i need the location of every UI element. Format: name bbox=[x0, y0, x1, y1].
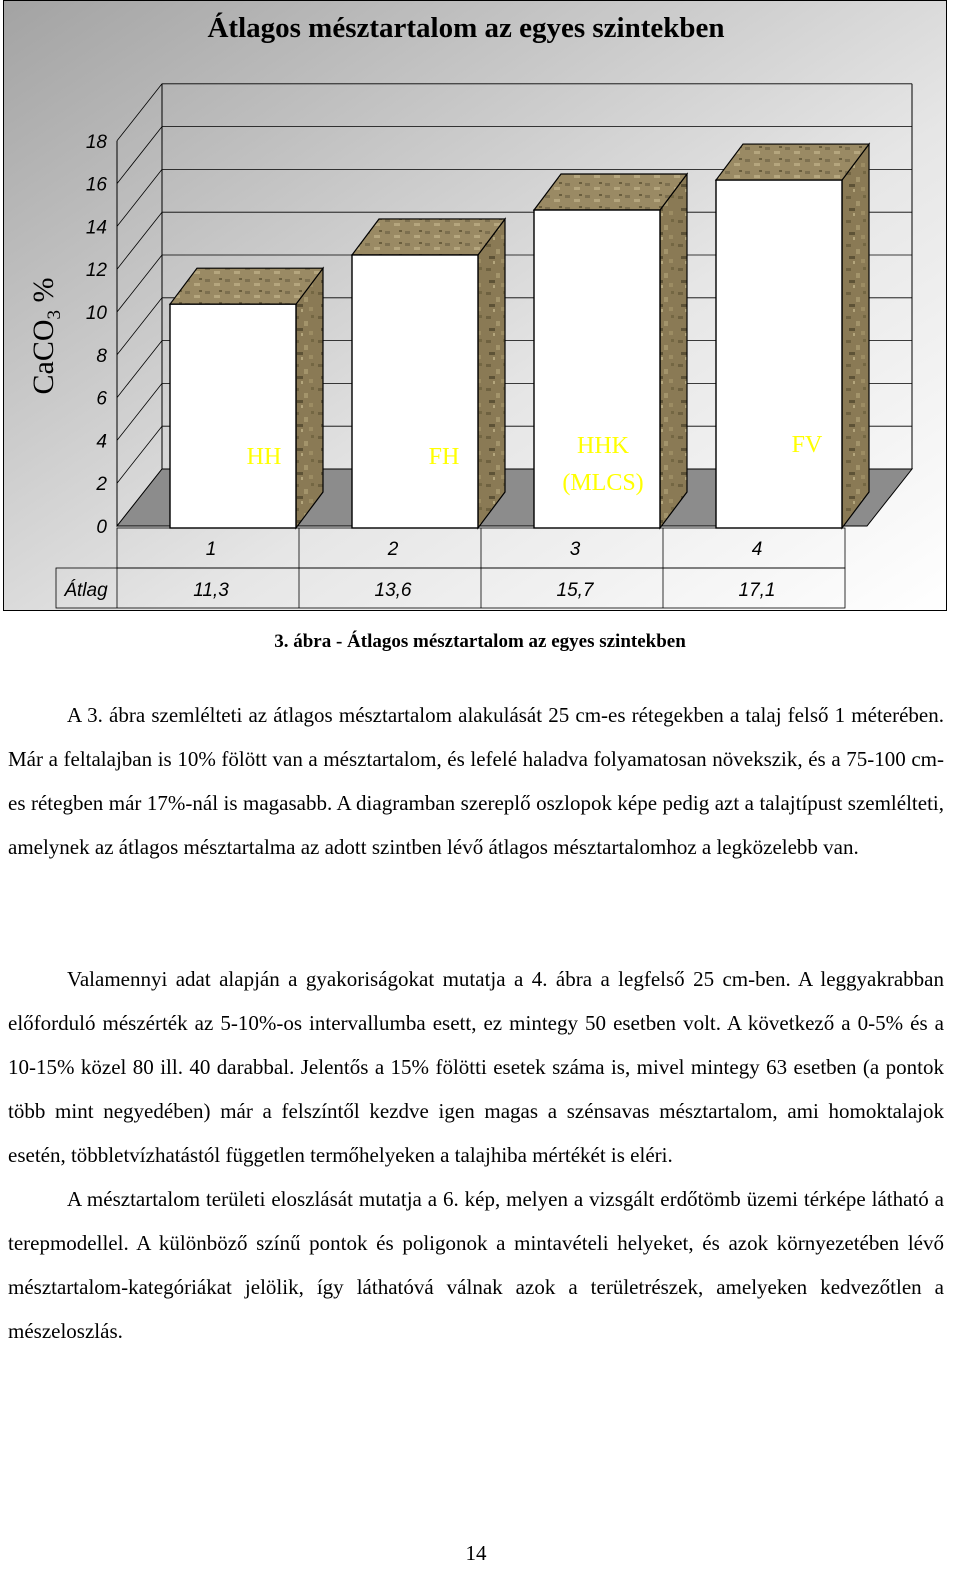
y-tick-label: 16 bbox=[85, 174, 107, 196]
y-tick-label: 14 bbox=[85, 217, 107, 239]
category-label: 4 bbox=[751, 539, 763, 560]
y-axis-label-subscript: 3 bbox=[44, 310, 65, 320]
table-value: 15,7 bbox=[556, 580, 594, 601]
bar-label: (MLCS) bbox=[562, 470, 644, 496]
figure-caption: 3. ábra - Átlagos mésztartalom az egyes szintekben bbox=[274, 631, 686, 652]
paragraph-group bbox=[8, 957, 944, 1353]
table-value: 13,6 bbox=[374, 580, 412, 601]
bar-front bbox=[716, 180, 842, 528]
page-number: 14 bbox=[465, 1541, 487, 1565]
bar-side bbox=[842, 144, 869, 528]
bar-label: FV bbox=[791, 432, 823, 458]
bar-label: HH bbox=[246, 444, 282, 470]
y-tick-label: 0 bbox=[96, 517, 107, 538]
bar-4 bbox=[716, 144, 869, 528]
bar-3 bbox=[534, 174, 687, 528]
bar-label: HHK bbox=[577, 433, 629, 459]
chart-figure bbox=[3, 0, 947, 611]
bar-top bbox=[716, 144, 869, 180]
y-axis-label-main: CaCO bbox=[27, 319, 60, 395]
y-tick-label: 12 bbox=[85, 260, 107, 282]
bar-top bbox=[534, 174, 687, 210]
y-axis-label bbox=[27, 278, 65, 395]
y-tick-label: 2 bbox=[96, 474, 107, 496]
bar-side bbox=[296, 268, 323, 528]
bar-front bbox=[170, 304, 296, 528]
bar-1 bbox=[170, 268, 323, 528]
bar-2 bbox=[352, 219, 505, 528]
y-tick-label: 4 bbox=[96, 431, 107, 453]
bar-top bbox=[352, 219, 505, 255]
table-row-label: Átlag bbox=[64, 580, 108, 601]
bar-front bbox=[352, 255, 478, 528]
table-value: 17,1 bbox=[738, 580, 776, 601]
category-label: 2 bbox=[387, 539, 399, 560]
paragraph-1-text: A 3. ábra szemlélteti az átlagos mésztartalom alakulását 25 cm-es rétegekben a talaj felső 1 méterében. Már a feltalajban is 10% fölött van a mésztartalom, és lefelé haladva folyamatosan növekszik, és a 75-100 cm-es rétegben már 17%-nál is magasabb. A diagramban szereplő oszlopok képe pedig azt a talajtípust szemlélteti, amelynek az átlagos mésztartalma az adott szintben lévő átlagos mésztartalomhoz a legközelebb van. bbox=[8, 703, 944, 859]
bar-label: FH bbox=[428, 444, 460, 470]
paragraph-1 bbox=[8, 693, 944, 869]
category-label: 3 bbox=[569, 539, 581, 560]
y-tick-label: 10 bbox=[85, 303, 107, 324]
chart-title: Átlagos mésztartalom az egyes szintekben bbox=[207, 12, 725, 44]
bar-chart-3d bbox=[4, 1, 947, 611]
bar-top bbox=[170, 268, 323, 304]
y-tick-label: 18 bbox=[85, 131, 107, 153]
y-tick-label: 8 bbox=[96, 345, 107, 367]
bar-side bbox=[660, 174, 687, 528]
y-axis-label-tail: % bbox=[27, 277, 60, 310]
bar-side bbox=[478, 219, 505, 528]
table-value: 11,3 bbox=[193, 580, 229, 601]
paragraph-3-text: A mésztartalom területi eloszlását mutatja a 6. kép, melyen a vizsgált erdőtömb üzemi térképe látható a terepmodellel. A különböző színű pontok és poligonok a mintavételi helyeket, és azok környezetében lévő mésztartalom-kategóriákat jelölik, így láthatóvá válnak azok a területrészek, amelyeken kedvezőtlen a mészeloszlás. bbox=[8, 1187, 944, 1343]
paragraph-2-text: Valamennyi adat alapján a gyakoriságokat mutatja a 4. ábra a legfelső 25 cm-ben. A leggyakrabban előforduló mészérték az 5-10%-os intervallumba esett, ez mintegy 50 esetben volt. A következő a 0-5% és a 10-15% közel 80 ill. 40 darabbal. Jelentős a 15% fölötti esetek száma is, mivel mintegy 63 esetben (a pontok több mint negyedében) már a felszíntől kezdve igen magas a szénsavas mésztartalom, ami homoktalajok esetén, többletvízhatástól független termőhelyeken a talajhiba mértékét is eléri. bbox=[8, 967, 944, 1167]
y-tick-label: 6 bbox=[96, 388, 107, 410]
category-label: 1 bbox=[205, 539, 217, 560]
